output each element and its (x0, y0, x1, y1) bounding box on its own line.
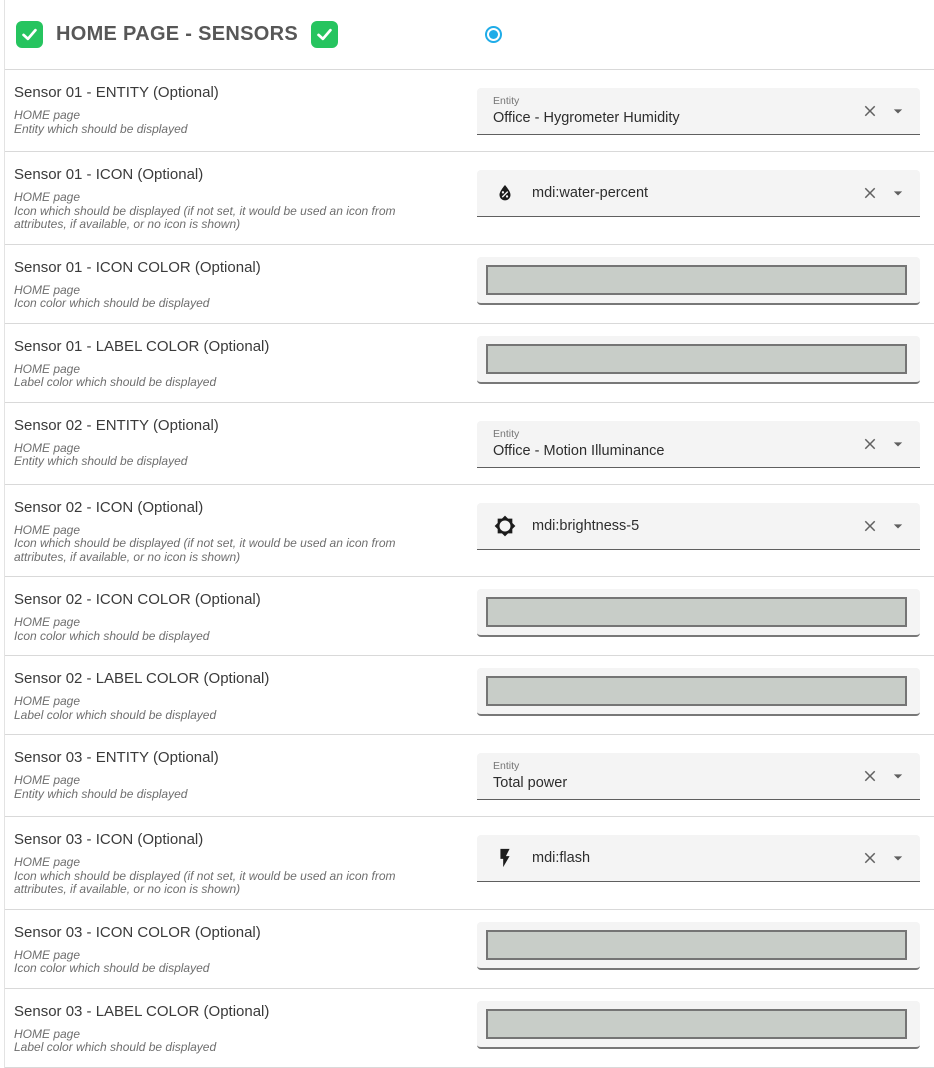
setting-title: Sensor 03 - ICON (Optional) (14, 831, 204, 848)
setting-text (5, 656, 477, 734)
entity-select[interactable] (477, 421, 920, 468)
dropdown-arrow-icon[interactable] (886, 846, 910, 870)
setting-field-area (477, 245, 934, 323)
entity-select-value: Office - Hygrometer Humidity (493, 110, 680, 126)
setting-description: Entity which should be displayed (14, 121, 188, 136)
radio-dot (489, 30, 498, 39)
dropdown-arrow-icon[interactable] (886, 764, 910, 788)
setting-field-area (477, 989, 934, 1067)
entity-select[interactable] (477, 753, 920, 800)
setting-row (5, 989, 934, 1068)
dropdown-arrow-icon[interactable] (886, 432, 910, 456)
setting-text (5, 324, 477, 402)
setting-subtitle: HOME page (14, 190, 81, 204)
clear-icon[interactable] (858, 764, 882, 788)
clear-icon[interactable] (858, 432, 882, 456)
color-swatch[interactable] (486, 930, 907, 960)
section-header-title-area (5, 21, 477, 48)
setting-field-area (477, 152, 934, 244)
icon-select-value: mdi:water-percent (532, 185, 649, 201)
setting-title: Sensor 03 - ENTITY (Optional) (14, 749, 219, 766)
clear-icon[interactable] (858, 99, 882, 123)
setting-description: Entity which should be displayed (14, 786, 188, 801)
radio-selected-icon[interactable] (485, 26, 502, 43)
clear-icon[interactable] (858, 514, 882, 538)
dropdown-arrow-icon[interactable] (886, 514, 910, 538)
setting-row (5, 910, 934, 989)
icon-select-value: mdi:flash (532, 850, 591, 866)
color-input[interactable] (477, 336, 920, 384)
field-floating-label: Entity (493, 95, 520, 107)
setting-text (5, 403, 477, 484)
entity-select-content (493, 429, 858, 459)
setting-field-area (477, 656, 934, 734)
setting-row (5, 485, 934, 578)
setting-field-area (477, 70, 934, 151)
setting-description: Icon color which should be displayed (14, 961, 210, 975)
color-input[interactable] (477, 922, 920, 970)
setting-text (5, 70, 477, 151)
setting-text (5, 485, 477, 577)
setting-row (5, 70, 934, 152)
setting-description: Icon which should be displayed (if not set, it would be used an icon from attributes, if available, or no icon is shown) (14, 203, 396, 231)
icon-select-value: mdi:brightness-5 (532, 517, 640, 534)
setting-title: Sensor 02 - ENTITY (Optional) (14, 416, 219, 434)
setting-subtitle: HOME page (14, 108, 81, 122)
setting-field-area (477, 735, 934, 816)
setting-field-area (477, 403, 934, 484)
setting-title: Sensor 01 - ICON COLOR (Optional) (14, 258, 261, 276)
setting-title: Sensor 03 - LABEL COLOR (Optional) (14, 1002, 270, 1020)
setting-text (5, 910, 477, 988)
setting-description: Icon which should be displayed (if not set, it would be used an icon from attributes, if available, or no icon is shown) (14, 868, 396, 896)
icon-select[interactable] (477, 503, 920, 550)
flash-icon (493, 847, 517, 869)
section-title: HOME PAGE - SENSORS (56, 23, 299, 45)
setting-title: Sensor 02 - ICON (Optional) (14, 498, 204, 516)
setting-description: Label color which should be displayed (14, 1040, 217, 1054)
color-input[interactable] (477, 1001, 920, 1049)
brightness-5-icon (493, 515, 517, 537)
setting-subtitle: HOME page (14, 1026, 81, 1041)
settings-list (5, 70, 934, 1068)
setting-subtitle: HOME page (14, 522, 81, 537)
setting-description: Label color which should be displayed (14, 707, 217, 722)
setting-title: Sensor 01 - LABEL COLOR (Optional) (14, 337, 270, 355)
color-swatch[interactable] (486, 1009, 907, 1039)
setting-field-area (477, 817, 934, 909)
setting-description: Label color which should be displayed (14, 375, 217, 389)
color-swatch[interactable] (486, 597, 907, 627)
entity-select-value: Total power (493, 775, 568, 791)
setting-text (5, 817, 477, 909)
setting-title: Sensor 02 - LABEL COLOR (Optional) (14, 670, 270, 687)
setting-row (5, 403, 934, 485)
dropdown-arrow-icon[interactable] (886, 181, 910, 205)
field-floating-label: Entity (493, 760, 520, 772)
setting-subtitle: HOME page (14, 282, 81, 297)
setting-row (5, 817, 934, 910)
water-percent-icon (493, 182, 517, 204)
icon-select[interactable] (477, 835, 920, 882)
color-input[interactable] (477, 589, 920, 637)
setting-row (5, 245, 934, 324)
checkbox-checked-icon (311, 21, 338, 48)
setting-subtitle: HOME page (14, 947, 81, 962)
setting-row (5, 324, 934, 403)
clear-icon[interactable] (858, 846, 882, 870)
setting-subtitle: HOME page (14, 440, 81, 455)
checkbox-checked-icon (16, 21, 43, 48)
setting-text (5, 989, 477, 1067)
setting-description: Entity which should be displayed (14, 454, 188, 468)
entity-select-content (493, 96, 858, 126)
setting-subtitle: HOME page (14, 773, 81, 787)
setting-title: Sensor 03 - ICON COLOR (Optional) (14, 923, 261, 941)
setting-row (5, 152, 934, 245)
color-input[interactable] (477, 668, 920, 716)
setting-subtitle: HOME page (14, 615, 81, 629)
entity-select-content (493, 761, 858, 791)
setting-description: Icon color which should be displayed (14, 296, 210, 310)
clear-icon[interactable] (858, 181, 882, 205)
setting-field-area (477, 910, 934, 988)
color-swatch[interactable] (486, 265, 907, 295)
setting-field-area (477, 577, 934, 655)
setting-text (5, 735, 477, 816)
icon-select[interactable] (477, 170, 920, 217)
field-floating-label: Entity (493, 427, 520, 440)
setting-text (5, 152, 477, 244)
setting-description: Icon color which should be displayed (14, 628, 210, 643)
setting-field-area (477, 485, 934, 577)
setting-subtitle: HOME page (14, 361, 81, 376)
setting-row (5, 656, 934, 735)
setting-title: Sensor 02 - ICON COLOR (Optional) (14, 591, 261, 608)
setting-text (5, 577, 477, 655)
color-swatch[interactable] (486, 344, 907, 374)
color-swatch[interactable] (486, 676, 907, 706)
setting-title: Sensor 01 - ENTITY (Optional) (14, 84, 219, 101)
setting-text (5, 245, 477, 323)
entity-select-value: Office - Motion Illuminance (493, 442, 665, 459)
section-header-controls (477, 26, 502, 44)
setting-row (5, 735, 934, 817)
setting-subtitle: HOME page (14, 694, 81, 708)
setting-field-area (477, 324, 934, 402)
dropdown-arrow-icon[interactable] (886, 99, 910, 123)
color-input[interactable] (477, 257, 920, 305)
setting-row (5, 577, 934, 656)
entity-select[interactable] (477, 88, 920, 135)
section-header (5, 0, 934, 70)
setting-subtitle: HOME page (14, 855, 81, 869)
blueprint-config-page (4, 0, 934, 1068)
setting-description: Icon which should be displayed (if not set, it would be used an icon from attributes, if available, or no icon is shown) (14, 536, 396, 564)
setting-title: Sensor 01 - ICON (Optional) (14, 166, 204, 183)
